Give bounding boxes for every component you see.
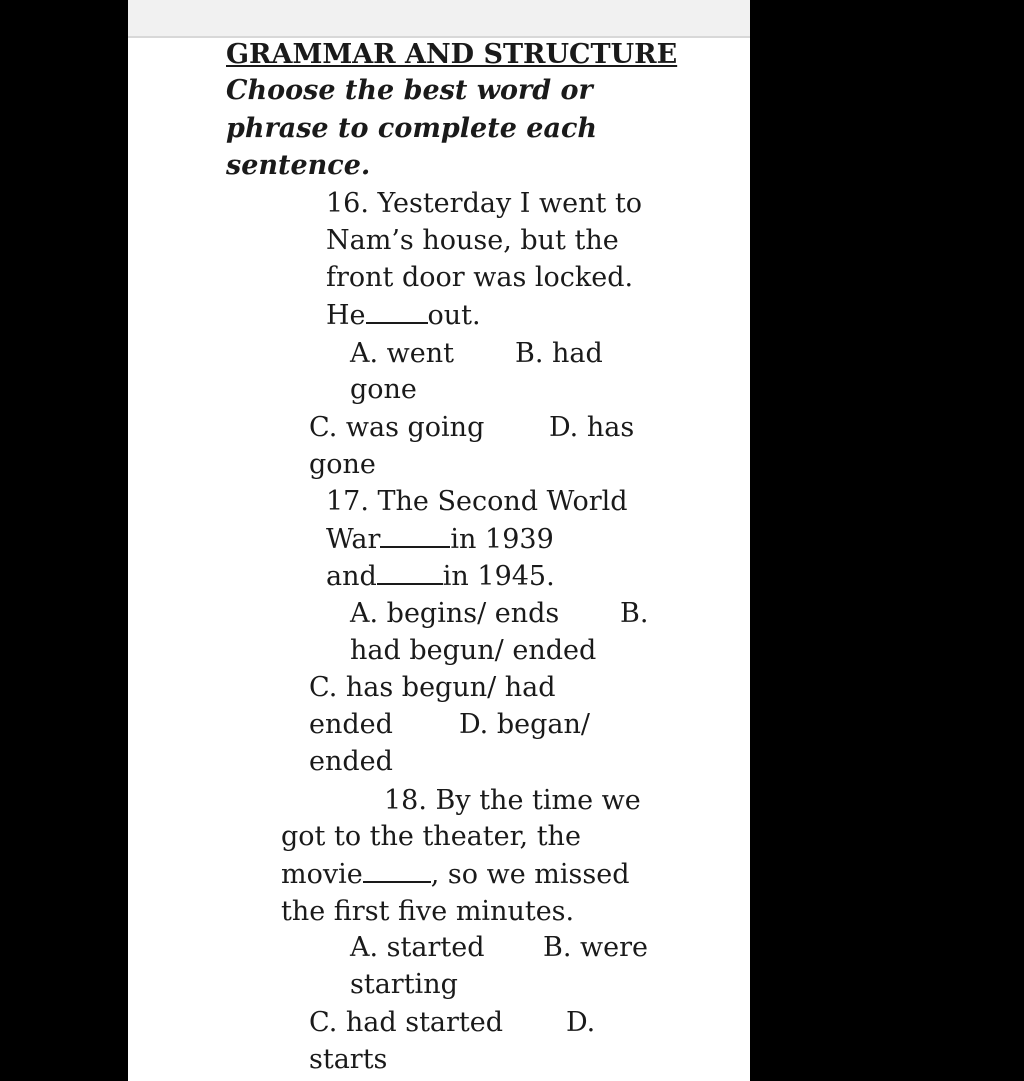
instruction-line-2: phrase to complete each	[226, 113, 598, 144]
q18-blank	[363, 857, 431, 883]
q17-option-d: D. began/	[459, 709, 590, 740]
q18-option-b-cont: starting	[350, 969, 458, 1000]
q18-option-c: C. had started	[309, 1007, 504, 1038]
q17-option-c: C. has begun/ had	[309, 672, 556, 703]
q18-line-1: 18. By the time we	[384, 785, 641, 816]
instruction-line-3: sentence.	[226, 150, 371, 181]
q16-option-a: A. went	[350, 338, 454, 369]
q18-missed: , so we missed	[430, 859, 630, 890]
q16-line-1: 16. Yesterday I went to	[326, 188, 643, 219]
q16-line-2: Nam’s house, but the	[326, 225, 619, 256]
top-bar	[128, 0, 750, 38]
section-title: GRAMMAR AND STRUCTURE	[226, 39, 678, 70]
q17-option-a: A. begins/ ends	[350, 598, 560, 629]
q17-line-1: 17. The Second World	[326, 486, 628, 517]
q16-he: He	[326, 300, 366, 331]
q18-option-a: A. started	[350, 932, 485, 963]
q17-option-c-cont: ended	[309, 709, 393, 740]
q17-and: and	[326, 561, 377, 592]
q17-line-2	[326, 522, 554, 557]
q16-option-d: D. has	[549, 412, 635, 443]
q16-option-b: B. had	[515, 338, 603, 369]
document-page	[128, 0, 750, 1081]
q16-option-b-cont: gone	[350, 374, 417, 405]
q17-blank-2	[377, 559, 443, 585]
q18-option-d: D.	[566, 1007, 596, 1038]
q17-in1945: in 1945.	[442, 561, 555, 592]
q16-option-d-cont: gone	[309, 449, 376, 480]
q17-line-3	[326, 559, 555, 594]
q18-line-4: the first five minutes.	[281, 896, 575, 927]
q16-line-4	[326, 298, 481, 333]
q17-in1939: in 1939	[450, 524, 554, 555]
q17-option-b-cont: had begun/ ended	[350, 635, 597, 666]
q17-option-b: B.	[620, 598, 649, 629]
q18-option-b: B. were	[543, 932, 648, 963]
q16-option-c: C. was going	[309, 412, 485, 443]
q18-line-2: got to the theater, the	[281, 821, 581, 852]
q17-blank-1	[380, 522, 450, 548]
q16-blank	[366, 298, 428, 324]
instruction-line-1: Choose the best word or	[226, 75, 593, 106]
q16-line-3: front door was locked.	[326, 262, 634, 293]
q18-option-d-cont: starts	[309, 1044, 388, 1075]
q18-movie: movie	[281, 859, 363, 890]
q17-war: War	[326, 524, 381, 555]
q17-option-d-cont: ended	[309, 746, 393, 777]
q16-out: out.	[427, 300, 481, 331]
q18-line-3	[281, 857, 629, 892]
